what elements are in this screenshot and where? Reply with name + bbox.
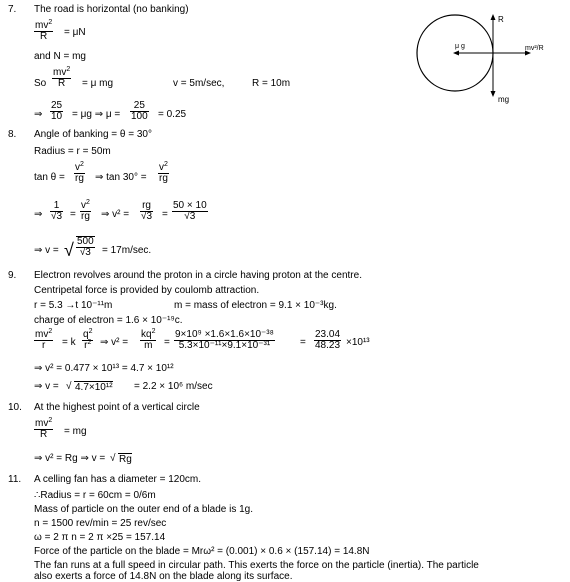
fraction-1-sqrt3: 1 √3 xyxy=(51,200,63,222)
text-line: Centripetal force is provided by coulomb attraction. xyxy=(34,285,260,296)
item-title: At the highest point of a vertical circle xyxy=(34,402,200,413)
equation-text: = xyxy=(162,209,168,220)
item-title: A celling fan has a diameter = 120cm. xyxy=(34,474,202,485)
fraction-kq2-m: $kq^2$ m xyxy=(141,328,156,351)
text-line: Force of the particle on the blade = Mrω² = (0.001) × 0.6 × (157.14) = 14.8N xyxy=(34,546,370,557)
implies-symbol: ⇒ xyxy=(34,209,43,220)
label-mg: mg xyxy=(498,95,510,104)
equation-text: R = 10m xyxy=(252,78,291,89)
equation-text: = mg xyxy=(64,426,87,437)
item-title: Electron revolves around the proton in a circle having proton at the centre. xyxy=(34,270,362,281)
equation-text: So xyxy=(34,78,47,89)
force-diagram xyxy=(415,8,570,108)
equation-text: ⇒ v = xyxy=(34,245,59,256)
equation-text: v = 5m/sec, xyxy=(173,78,225,89)
equation-text: ⇒ tan 30° = xyxy=(95,172,147,183)
fraction-mv2-R: $mv^2$ R xyxy=(35,417,53,440)
label-mv2-R: mv²/R xyxy=(525,45,544,52)
equation-text: = 0.25 xyxy=(158,109,187,120)
fraction-500-sqrt3: 500 √3 xyxy=(77,236,94,258)
item-title: Angle of banking = θ = 30° xyxy=(34,129,152,140)
radical-sign: √ xyxy=(64,240,74,260)
equation-text: = k xyxy=(62,337,76,348)
text-line: m = mass of electron = 9.1 × 10⁻³kg. xyxy=(174,300,337,311)
item-number: 7. xyxy=(8,4,17,15)
equation-text: = μg ⇒ μ = xyxy=(72,109,121,120)
fraction-mv2-r: $mv^2$ r xyxy=(35,328,53,351)
equation-text: = 2.2 × 10⁶ m/sec xyxy=(134,381,213,392)
equation-text: 4.7×10¹² xyxy=(75,382,113,393)
implies-symbol: ⇒ xyxy=(34,109,43,120)
text-line: also exerts a force of 14.8N on the blade along its surface. xyxy=(34,571,293,582)
item-title: The road is horizontal (no banking) xyxy=(34,4,189,15)
label-mu-g: μ g xyxy=(455,43,465,50)
fraction-rg-sqrt3: rg √3 xyxy=(141,200,153,222)
equation-text: ⇒ v² = Rg ⇒ v = xyxy=(34,453,106,464)
fraction-mv2-R: $mv^2$ R xyxy=(35,19,53,42)
equals-sign: = xyxy=(164,337,170,348)
fraction-25-10: 25 10 xyxy=(51,100,63,122)
equation-text: = μ mg xyxy=(82,78,114,89)
equation-text: = xyxy=(70,209,76,220)
text-line: r = 5.3 →t 10⁻¹¹m xyxy=(34,300,113,311)
equation-text: ⇒ v² = 0.477 × 10¹³ = 4.7 × 10¹² xyxy=(34,363,174,374)
fraction-v2-rg: $v^2$ rg xyxy=(159,161,168,184)
text-line: The fan runs at a full speed in circular path. This exerts the force on the particle (inertia). The particle xyxy=(34,560,479,571)
item-number: 8. xyxy=(8,129,17,140)
item-number: 11. xyxy=(8,474,22,485)
equation-text: and N = mg xyxy=(34,51,86,62)
text-line: n = 1500 rev/min = 25 rev/sec xyxy=(34,518,167,529)
label-R: R xyxy=(498,15,504,24)
equation-text: ⇒ v² = xyxy=(101,209,130,220)
fraction-v2-rg: $v^2$ rg xyxy=(81,199,90,222)
fraction-25-100: 25 100 xyxy=(131,100,148,122)
radical-sign: √ xyxy=(66,381,72,392)
fraction-q2-r2: $q^2$ $r^2$ xyxy=(83,328,93,351)
text-line: Mass of particle on the outer end of a blade is 1g. xyxy=(34,504,254,515)
equals-sign: = xyxy=(300,337,306,348)
text-line: ω = 2 π n = 2 π ×25 = 157.14 xyxy=(34,532,166,543)
radical-sign: √ xyxy=(110,453,116,464)
item-number: 10. xyxy=(8,402,22,413)
fraction-mv2-R: $mv^2$ R xyxy=(53,66,71,89)
fraction-v2-rg: $v^2$ rg xyxy=(75,161,84,184)
item-number: 9. xyxy=(8,270,17,281)
equation-text: Radius = r = 50m xyxy=(34,146,111,157)
equation-text: tan θ = xyxy=(34,172,65,183)
fraction-500-sqrt3: 50 × 10 √3 xyxy=(173,200,207,222)
text-line: ∴Radius = r = 60cm = 0/6m xyxy=(34,490,156,501)
equation-text: = 17m/sec. xyxy=(102,245,152,256)
fraction-big: 9×10⁹ ×1.6×1.6×10⁻³⁸ 5.3×10⁻¹¹×9.1×10⁻³¹ xyxy=(175,329,274,351)
equation-text: ⇒ v² = xyxy=(100,337,129,348)
equation-text: Rg xyxy=(119,454,132,465)
fraction-2304-4823: 23.04 48.23 xyxy=(315,329,341,351)
equation-text: ⇒ v = xyxy=(34,381,59,392)
equation-text: ×10¹³ xyxy=(346,337,370,348)
equation-text: = μN xyxy=(64,27,86,38)
text-line: charge of electron = 1.6 × 10⁻¹⁹c. xyxy=(34,315,183,326)
